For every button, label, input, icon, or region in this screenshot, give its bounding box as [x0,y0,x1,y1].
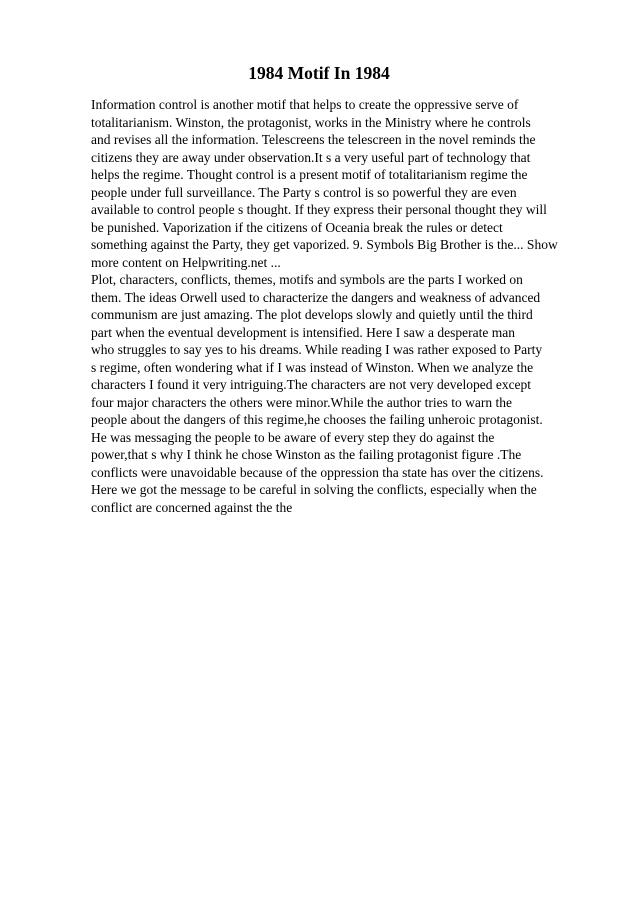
body-line: citizens they are away under observation.It s a very useful part of technology that [91,149,531,165]
body-line: part when the eventual development is intensified. Here I saw a desperate man [91,324,515,340]
body-line: power,that s why I think he chose Winston as the failing protagonist figure .The [91,447,522,462]
body-line: conflict are concerned against the the [91,499,293,515]
document-title: 1984 Motif In 1984 [248,63,390,83]
body-line: characters I found it very intriguing.The characters are not very developed except [91,377,532,392]
body-line: communism are just amazing. The plot develops slowly and quietly until the third [91,307,533,322]
document-body [91,96,611,516]
body-line: s regime, often wondering what if I was instead of Winston. When we analyze the [91,359,534,375]
body-line: people under full surveillance. The Party s control is so powerful they are even [91,184,517,200]
body-line: something against the Party, they get vaporized. 9. Symbols Big Brother is the... Show [91,237,558,252]
body-line: Plot, characters, conflicts, themes, motifs and symbols are the parts I worked on [91,272,523,287]
body-line: available to control people s thought. If they express their personal thought they will [91,202,547,217]
body-line: who struggles to say yes to his dreams. While reading I was rather exposed to Party [91,342,543,357]
body-line: Here we got the message to be careful in solving the conflicts, especially when the [91,482,537,497]
body-line: helps the regime. Thought control is a present motif of totalitarianism regime the [91,167,528,182]
body-line: Information control is another motif that helps to create the oppressive serve of [91,97,519,112]
body-line: more content on Helpwriting.net ... [91,254,281,270]
body-line: be punished. Vaporization if the citizens of Oceania break the rules or detect [91,219,503,235]
body-line: totalitarianism. Winston, the protagonist, works in the Ministry where he controls [91,114,531,130]
body-line: conflicts were unavoidable because of the oppression tha state has over the citizens. [91,464,544,480]
body-line: them. The ideas Orwell used to characterize the dangers and weakness of advanced [91,289,541,305]
body-line: and revises all the information. Telescreens the telescreen in the novel reminds the [91,132,536,147]
body-line: He was messaging the people to be aware of every step they do against the [91,429,495,445]
body-line: people about the dangers of this regime,he chooses the failing unheroic protagonist. [91,412,543,427]
body-line: four major characters the others were minor.While the author tries to warn the [91,394,512,410]
